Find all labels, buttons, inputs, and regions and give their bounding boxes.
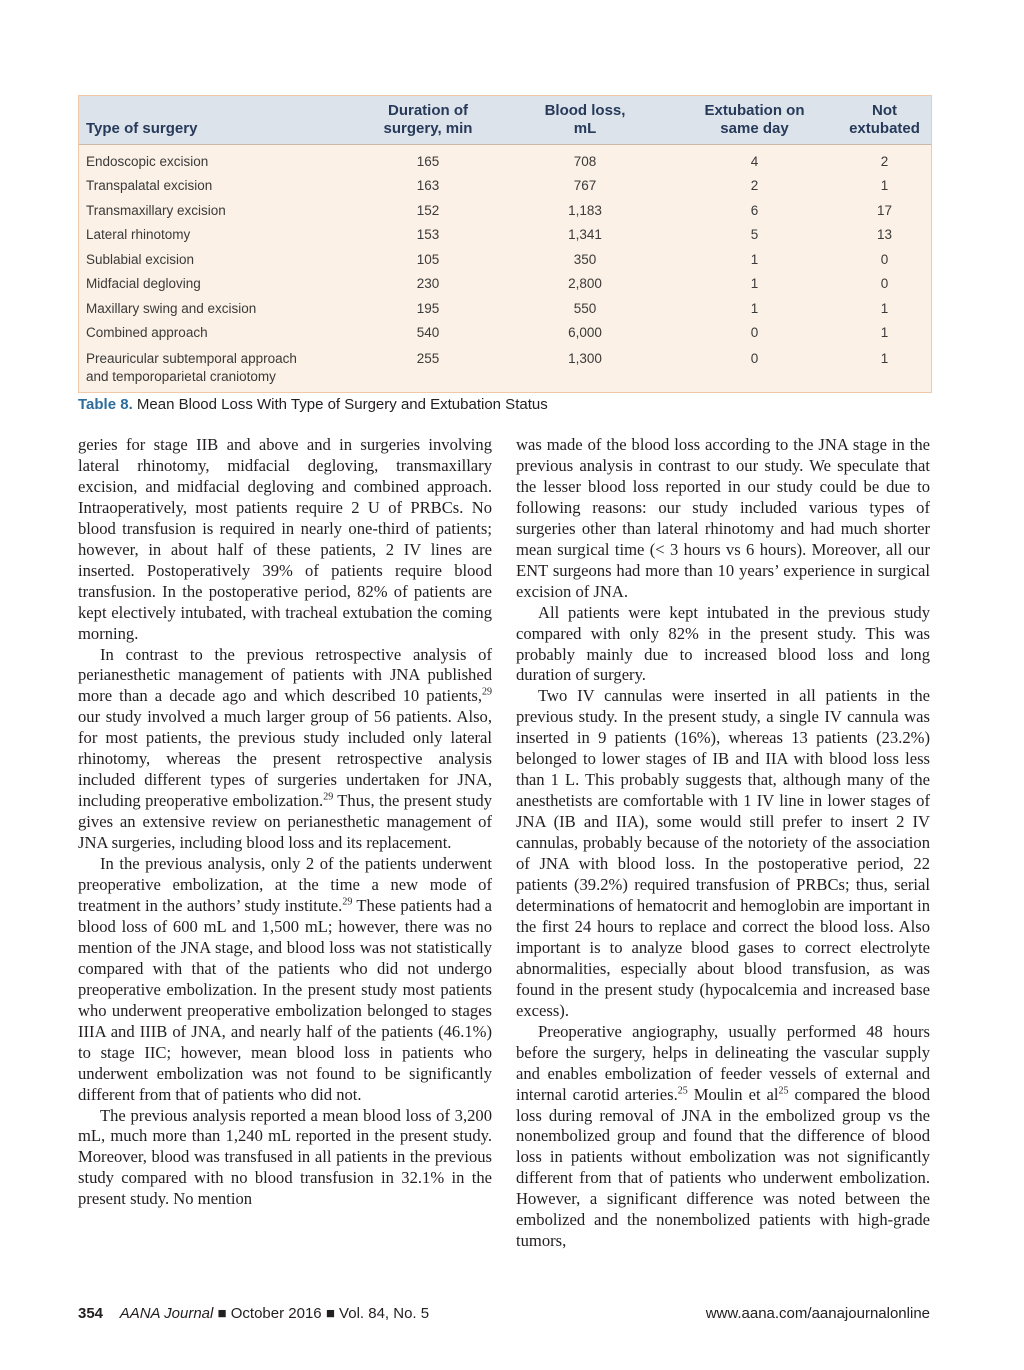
cell-not-extubated: 1 (880, 178, 889, 194)
table-caption-text: Mean Blood Loss With Type of Surgery and Extubation Status (132, 396, 548, 413)
cell-extubation: 0 (750, 325, 759, 341)
page-number: 354 (78, 1305, 104, 1322)
cell-duration: 540 (416, 325, 440, 341)
cell-blood-loss: 6,000 (568, 325, 602, 341)
cell-surgery-type: Endoscopic excision (86, 153, 209, 169)
body-paragraph: Preoperative angiography, usually performed 48 hours before the surgery, helps in delineating the vascular supply and enables embolization of feeder vessels of external and internal carotid arteries.$^{25}$ Moulin et $al^{25}$ compared the blood loss during removal of JNA in the embolized group vs the nonembolized group and found that the difference of blood loss in patients without embolization was not significantly different from that of patients who underwent embolization. However, a significant difference was noted between the embolized and the nonembolized patients with high-grade tumors, (516, 1021, 931, 1251)
body-paragraph: Two IV cannulas were inserted in all patients in the previous study. In the present study, a single IV cannula was inserted in 9 patients (16%), whereas 13 patients (23.2%) belonged to lower stages of IB and IIA with blood loss less than 1 L. This probably suggests that, although many of the anesthetists are comfortable with 1 IV line in lower stages of JNA (IB and IIA), some would still prefer to insert 2 IV cannulas, probably because of the notoriety of the association of JNA with blood loss. In the postoperative period, 22 patients (39.2%) required transfusion of PRBCs; thus, serial determinations of hematocrit and hemoglobin are important in the first 24 hours to replace and correct the blood loss. Also important is to analyze blood gases to correct electrolyte abnormalities, especially about blood transfusion, as was found in the present study (hypocalcemia and increased base excess). (516, 686, 930, 1020)
cell-extubation: 4 (750, 153, 759, 169)
body-paragraph: The previous analysis reported a mean blood loss of 3,200 mL, much more than 1,240 mL reported in the present study. Moreover, blood was transfused in all patients in the previous study compared with no blood transfusion in 32.1% in the present study. No mention (78, 1105, 492, 1209)
table-row (79, 174, 931, 199)
journal-issue: ■ October 2016 ■ Vol. 84, No. 5 (213, 1305, 430, 1322)
header-blood-loss: Blood loss, mL (499, 96, 671, 145)
journal-name: AANA Journal (119, 1305, 214, 1322)
table-row (79, 198, 931, 223)
header-type-of-surgery: Type of surgery (79, 96, 357, 145)
cell-extubation: 6 (750, 202, 759, 218)
header-duration: Duration of surgery, min (357, 96, 499, 145)
cell-extubation: 1 (750, 276, 759, 292)
cell-surgery-type: Lateral rhinotomy (86, 227, 191, 243)
cell-surgery-type: Midfacial degloving (86, 276, 201, 292)
cell-blood-loss: 708 (573, 153, 597, 169)
body-paragraph: geries for stage IIB and above and in surgeries involving lateral rhinotomy, midfacial degloving, transmaxillary excision, and midfacial degloving and combined approach. Intraoperatively, most patients require 2 U of PRBCs. No blood transfusion is required in nearly one-third of patients; however, in about half of these patients, 2 IV lines are inserted. Postoperatively 39% of patients require blood transfusion. In the postoperative period, 82% of patients are kept electively intubated, with tracheal extubation the coming morning. (78, 435, 492, 643)
cell-blood-loss: 1,183 (568, 202, 602, 218)
data-table-container (78, 95, 932, 393)
reference-superscript: 25 (677, 1085, 688, 1097)
reference-superscript: 29 (342, 896, 353, 908)
cell-duration: 195 (416, 300, 440, 316)
cell-duration: 153 (416, 227, 440, 243)
cell-blood-loss: 767 (573, 178, 597, 194)
cell-blood-loss: 550 (573, 300, 597, 316)
cell-extubation: 1 (750, 300, 759, 316)
cell-not-extubated: 0 (880, 251, 889, 267)
body-paragraph: In contrast to the previous retrospective analysis of perianesthetic management of patients with JNA published more than a decade ago and which described 10 patients,$^{29}$ our study involved a much larger group of 56 patients. Also, for most patients, the previous study included only lateral rhinotomy, whereas the present retrospective analysis included different types of surgeries undertaken for JNA, including preoperative embolization.$^{29}$ Thus, the present study gives an extensive review on perianesthetic management of JNA surgeries, including blood loss and its replacement. (78, 644, 492, 853)
cell-blood-loss: 350 (573, 251, 597, 267)
surgery-table (79, 96, 931, 392)
cell-blood-loss: 2,800 (568, 276, 602, 292)
table-row (79, 223, 931, 248)
table-caption-label: Table 8. (78, 396, 133, 413)
body-paragraph: All patients were kept intubated in the previous study compared with only 82% in the present study. This was probably mainly due to increased blood loss and long duration of surgery. (516, 602, 930, 685)
cell-not-extubated: 1 (880, 325, 889, 341)
table-row (79, 247, 931, 272)
cell-duration: 163 (416, 178, 440, 194)
right-text-column (516, 435, 930, 1252)
table-row (79, 296, 931, 321)
cell-not-extubated: 17 (876, 202, 893, 218)
header-not-extubated: Not extubated (838, 96, 931, 145)
left-text-column (78, 435, 492, 1210)
table-row (79, 345, 931, 392)
table-header-row (79, 96, 931, 145)
body-paragraph: In the previous analysis, only 2 of the patients underwent preoperative embolization, at the time a new mode of treatment in the authors’ study institute.$^{29}$ These patients had a blood loss of 600 mL and 1,500 mL; however, there was no mention of the JNA stage, and blood loss was not statistically compared with that of the patients who did not undergo preoperative embolization. In the present study most patients who underwent preoperative embolization belonged to stages IIIA and IIIB of JNA, and nearly half of the patients (46.1%) to stage IIC; however, mean blood loss in patients who underwent embolization was not found to be significantly different from that of patients who did not. (78, 854, 492, 1104)
cell-extubation: 1 (750, 251, 759, 267)
table-caption (78, 396, 930, 413)
header-extubation: Extubation on same day (671, 96, 838, 145)
body-paragraph: was made of the blood loss according to the JNA stage in the previous analysis in contrast to our study. We speculate that the lesser blood loss reported in our study could be due to following reasons: our study included various types of surgeries other than lateral rhinotomy and had much shorter mean surgical time (< 3 hours vs 6 hours). Moreover, all our ENT surgeons had more than 10 years’ experience in surgical excision of JNA. (516, 435, 930, 601)
cell-extubation: 5 (750, 227, 759, 243)
cell-duration: 152 (416, 202, 440, 218)
cell-surgery-type: Combined approach (86, 325, 208, 341)
cell-extubation: 0 (750, 351, 759, 366)
journal-url: www.aana.com/aanajournalonline (705, 1305, 930, 1322)
cell-not-extubated: 0 (880, 276, 889, 292)
cell-not-extubated: 1 (880, 300, 889, 316)
cell-not-extubated: 2 (880, 153, 889, 169)
cell-not-extubated: 1 (880, 351, 889, 366)
cell-duration: 165 (416, 153, 440, 169)
cell-surgery-type: Preauricular subtemporal approach and temporoparietal craniotomy (86, 351, 297, 384)
cell-surgery-type: Sublabial excision (86, 251, 195, 267)
table-row (79, 321, 931, 346)
cell-blood-loss: 1,341 (568, 227, 602, 243)
cell-surgery-type: Transpalatal excision (86, 178, 213, 194)
reference-superscript: 25 (778, 1085, 789, 1097)
cell-not-extubated: 13 (876, 227, 893, 243)
table-row (79, 272, 931, 297)
cell-duration: 230 (416, 276, 440, 292)
cell-extubation: 2 (750, 178, 759, 194)
cell-surgery-type: Maxillary swing and excision (86, 300, 257, 316)
page-footer (78, 1305, 930, 1327)
reference-superscript: 29 (482, 686, 492, 698)
cell-duration: 255 (416, 351, 440, 366)
table-row (79, 145, 931, 174)
cell-surgery-type: Transmaxillary excision (86, 202, 226, 218)
cell-duration: 105 (416, 251, 440, 267)
reference-superscript: 29 (323, 791, 334, 803)
cell-blood-loss: 1,300 (568, 351, 602, 366)
